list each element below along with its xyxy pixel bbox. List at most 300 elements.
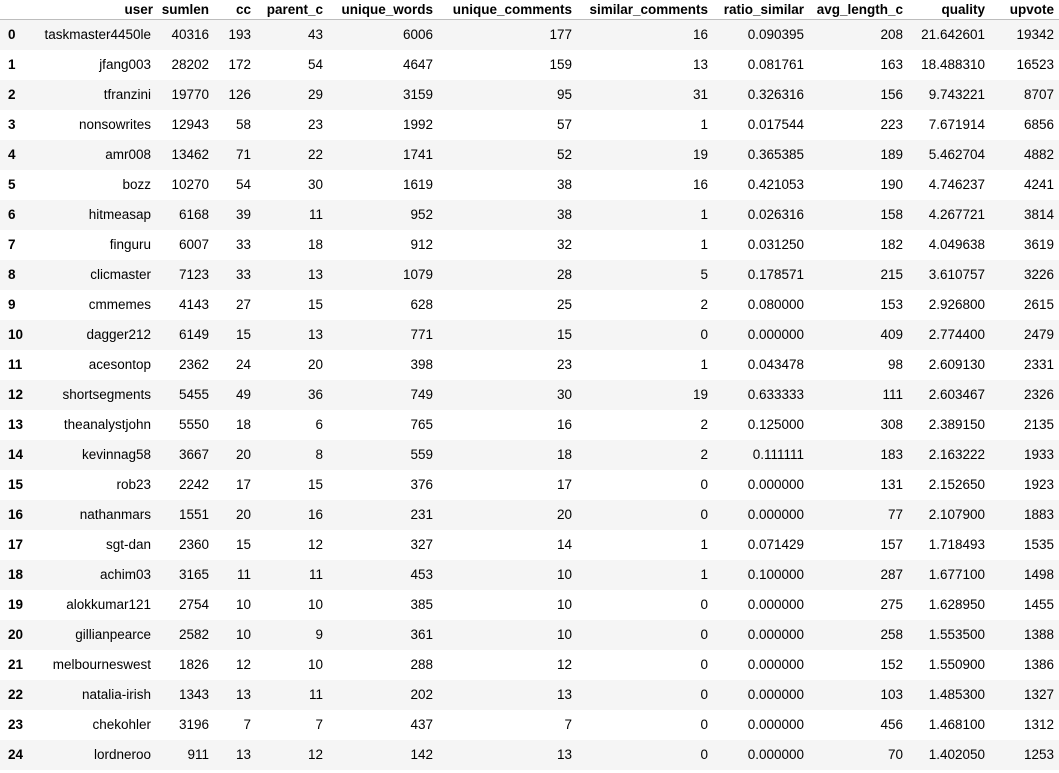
cell-quality: 4.746237 <box>928 177 985 192</box>
table-row <box>0 590 1059 620</box>
cell-sumlen: 4143 <box>178 297 209 312</box>
row-index: 22 <box>8 687 24 702</box>
row-index: 21 <box>8 657 24 672</box>
cell-parent-c: 15 <box>307 477 323 492</box>
cell-upvote: 19342 <box>1016 27 1054 43</box>
cell-user: alokkumar121 <box>66 597 151 612</box>
row-index: 23 <box>8 717 24 732</box>
cell-upvote: 1327 <box>1023 687 1054 702</box>
cell-cc: 10 <box>235 627 251 642</box>
column-header-unique-comments: unique_comments <box>438 0 577 20</box>
cell-cc: 193 <box>228 27 251 43</box>
cell-quality: 3.610757 <box>928 267 985 282</box>
cell-parent-c: 36 <box>307 387 323 402</box>
cell-unique-comments: 38 <box>556 207 572 222</box>
column-header-parent-c: parent_c <box>256 0 328 20</box>
cell-parent-c: 12 <box>307 747 323 762</box>
cell-unique-words: 453 <box>410 567 433 582</box>
cell-unique-comments: 7 <box>564 717 572 732</box>
table-row <box>0 530 1059 560</box>
cell-user: jfang003 <box>99 57 151 72</box>
cell-unique-comments: 17 <box>556 477 572 492</box>
cell-user: natalia-irish <box>81 687 151 702</box>
cell-avg-length-c: 208 <box>880 27 903 43</box>
cell-unique-words: 142 <box>410 747 433 762</box>
cell-cc: 20 <box>235 447 251 462</box>
cell-sumlen: 3165 <box>178 567 209 582</box>
cell-unique-comments: 23 <box>556 357 572 372</box>
cell-quality: 1.402050 <box>928 747 985 762</box>
cell-avg-length-c: 183 <box>880 447 903 462</box>
table-row <box>0 50 1059 80</box>
table-row <box>0 170 1059 200</box>
cell-user: cmmemes <box>88 297 151 312</box>
cell-avg-length-c: 153 <box>880 297 903 312</box>
cell-unique-words: 952 <box>410 207 433 222</box>
cell-avg-length-c: 190 <box>880 177 903 192</box>
cell-upvote: 8707 <box>1023 87 1054 102</box>
cell-ratio-similar: 0.080000 <box>747 297 804 312</box>
column-header-upvote: upvote <box>990 0 1059 20</box>
cell-parent-c: 20 <box>307 357 323 372</box>
cell-user: acesontop <box>88 357 151 372</box>
cell-ratio-similar: 0.081761 <box>747 57 804 72</box>
row-index: 13 <box>8 417 24 432</box>
cell-user: hitmeasap <box>88 207 151 222</box>
cell-avg-length-c: 98 <box>887 357 903 372</box>
cell-similar-comments: 1 <box>700 237 708 252</box>
cell-unique-comments: 10 <box>556 627 572 642</box>
table-row <box>0 200 1059 230</box>
table-row <box>0 410 1059 440</box>
cell-parent-c: 10 <box>307 597 323 612</box>
row-index: 2 <box>8 87 16 102</box>
cell-sumlen: 1826 <box>178 657 209 672</box>
cell-unique-words: 398 <box>410 357 433 372</box>
cell-ratio-similar: 0.000000 <box>747 627 804 642</box>
table-row <box>0 470 1059 500</box>
cell-user: achim03 <box>99 567 151 582</box>
cell-unique-words: 771 <box>410 327 433 342</box>
column-header-avg-length-c: avg_length_c <box>809 0 908 20</box>
table-row <box>0 740 1059 770</box>
table-row <box>0 680 1059 710</box>
cell-avg-length-c: 215 <box>880 267 903 282</box>
cell-ratio-similar: 0.125000 <box>747 417 804 432</box>
cell-unique-comments: 57 <box>556 117 572 132</box>
cell-quality: 7.671914 <box>928 117 985 132</box>
cell-unique-words: 1619 <box>402 177 433 192</box>
cell-parent-c: 16 <box>307 507 323 522</box>
cell-avg-length-c: 189 <box>880 147 903 162</box>
table-row <box>0 620 1059 650</box>
cell-avg-length-c: 103 <box>880 687 903 702</box>
cell-sumlen: 19770 <box>171 87 209 102</box>
cell-ratio-similar: 0.000000 <box>747 747 804 762</box>
cell-parent-c: 9 <box>315 627 323 642</box>
cell-similar-comments: 2 <box>700 417 708 432</box>
cell-similar-comments: 2 <box>700 297 708 312</box>
index-column-header <box>0 0 27 20</box>
cell-sumlen: 2360 <box>178 537 209 552</box>
table-row <box>0 80 1059 110</box>
cell-quality: 18.488310 <box>921 57 985 72</box>
row-index: 19 <box>8 597 24 612</box>
cell-user: amr008 <box>105 147 151 162</box>
cell-parent-c: 30 <box>307 177 323 192</box>
row-index: 17 <box>8 537 24 552</box>
table-row <box>0 350 1059 380</box>
table-header <box>0 0 1059 20</box>
cell-upvote: 16523 <box>1016 57 1054 72</box>
header-row <box>0 0 1059 20</box>
row-index: 1 <box>8 57 16 72</box>
table-row <box>0 110 1059 140</box>
column-header-unique-words: unique_words <box>328 0 438 20</box>
cell-upvote: 1883 <box>1023 507 1054 522</box>
cell-ratio-similar: 0.000000 <box>747 477 804 492</box>
column-header-quality: quality <box>908 0 990 20</box>
cell-ratio-similar: 0.043478 <box>747 357 804 372</box>
cell-unique-words: 3159 <box>402 87 433 102</box>
cell-sumlen: 12943 <box>171 117 209 132</box>
cell-sumlen: 911 <box>187 747 209 762</box>
cell-cc: 12 <box>235 657 251 672</box>
cell-user: finguru <box>109 237 151 252</box>
row-index: 11 <box>8 357 23 372</box>
cell-parent-c: 43 <box>307 27 323 43</box>
cell-avg-length-c: 157 <box>880 537 903 552</box>
cell-user: gillianpearce <box>75 627 151 642</box>
cell-ratio-similar: 0.178571 <box>747 267 804 282</box>
cell-quality: 4.049638 <box>928 237 985 252</box>
cell-user: clicmaster <box>90 267 151 282</box>
cell-parent-c: 13 <box>307 327 323 342</box>
cell-sumlen: 1551 <box>178 507 209 522</box>
cell-avg-length-c: 158 <box>880 207 903 222</box>
cell-quality: 1.485300 <box>928 687 985 702</box>
cell-ratio-similar: 0.100000 <box>747 567 804 582</box>
row-index: 18 <box>8 567 24 582</box>
cell-quality: 4.267721 <box>928 207 985 222</box>
cell-cc: 13 <box>235 687 251 702</box>
cell-avg-length-c: 163 <box>880 57 903 72</box>
cell-cc: 11 <box>236 567 251 582</box>
cell-cc: 17 <box>235 477 251 492</box>
cell-quality: 1.677100 <box>928 567 985 582</box>
cell-unique-comments: 177 <box>549 27 572 43</box>
cell-avg-length-c: 409 <box>880 327 903 342</box>
cell-unique-words: 1079 <box>402 267 433 282</box>
table-row <box>0 500 1059 530</box>
cell-quality: 9.743221 <box>928 87 985 102</box>
cell-parent-c: 8 <box>315 447 323 462</box>
cell-user: tfranzini <box>103 87 151 102</box>
cell-quality: 2.609130 <box>928 357 985 372</box>
row-index: 24 <box>8 747 24 762</box>
cell-similar-comments: 5 <box>700 267 708 282</box>
cell-ratio-similar: 0.031250 <box>747 237 804 252</box>
cell-unique-comments: 159 <box>549 57 572 72</box>
cell-unique-comments: 16 <box>556 417 572 432</box>
row-index: 4 <box>8 147 16 162</box>
cell-parent-c: 29 <box>307 87 323 102</box>
cell-unique-comments: 10 <box>556 597 572 612</box>
cell-quality: 1.550900 <box>928 657 985 672</box>
cell-quality: 21.642601 <box>921 27 985 43</box>
cell-quality: 2.163222 <box>928 447 985 462</box>
cell-unique-words: 202 <box>410 687 433 702</box>
cell-parent-c: 22 <box>307 147 323 162</box>
cell-quality: 1.468100 <box>928 717 985 732</box>
table-row <box>0 20 1059 50</box>
cell-upvote: 3814 <box>1023 207 1054 222</box>
cell-avg-length-c: 456 <box>880 717 903 732</box>
table-row <box>0 290 1059 320</box>
cell-quality: 1.718493 <box>928 537 985 552</box>
column-header-sumlen: sumlen <box>158 0 214 20</box>
cell-user: lordneroo <box>93 747 151 762</box>
cell-upvote: 1253 <box>1023 747 1054 762</box>
cell-parent-c: 11 <box>308 567 323 582</box>
cell-unique-comments: 18 <box>556 447 572 462</box>
cell-similar-comments: 0 <box>700 597 708 612</box>
cell-ratio-similar: 0.326316 <box>747 87 804 102</box>
cell-sumlen: 6007 <box>178 237 209 252</box>
cell-similar-comments: 1 <box>700 207 708 222</box>
row-index: 6 <box>8 207 16 222</box>
cell-similar-comments: 1 <box>700 567 708 582</box>
cell-similar-comments: 0 <box>700 717 708 732</box>
cell-avg-length-c: 223 <box>880 117 903 132</box>
cell-cc: 71 <box>235 147 251 162</box>
cell-upvote: 2331 <box>1023 357 1054 372</box>
cell-similar-comments: 0 <box>700 477 708 492</box>
cell-unique-words: 231 <box>410 507 433 522</box>
cell-sumlen: 6168 <box>178 207 209 222</box>
cell-similar-comments: 16 <box>692 177 708 192</box>
cell-user: melbourneswest <box>52 657 151 672</box>
cell-similar-comments: 0 <box>700 657 708 672</box>
cell-similar-comments: 1 <box>700 117 708 132</box>
cell-sumlen: 2754 <box>178 597 209 612</box>
cell-similar-comments: 0 <box>700 327 708 342</box>
cell-user: sgt-dan <box>105 537 151 552</box>
row-index: 9 <box>8 297 16 312</box>
cell-user: nathanmars <box>79 507 151 522</box>
cell-sumlen: 6149 <box>178 327 209 342</box>
cell-upvote: 1923 <box>1023 477 1054 492</box>
cell-upvote: 4241 <box>1023 177 1054 192</box>
cell-unique-words: 327 <box>410 537 433 552</box>
cell-avg-length-c: 131 <box>880 477 903 492</box>
cell-unique-words: 361 <box>410 627 433 642</box>
cell-ratio-similar: 0.000000 <box>747 717 804 732</box>
cell-parent-c: 10 <box>307 657 323 672</box>
cell-cc: 20 <box>235 507 251 522</box>
cell-parent-c: 54 <box>307 57 323 72</box>
cell-sumlen: 13462 <box>171 147 209 162</box>
cell-parent-c: 23 <box>307 117 323 132</box>
cell-cc: 49 <box>235 387 251 402</box>
cell-upvote: 1498 <box>1023 567 1054 582</box>
cell-parent-c: 15 <box>307 297 323 312</box>
cell-avg-length-c: 70 <box>887 747 903 762</box>
cell-unique-words: 912 <box>410 237 433 252</box>
cell-upvote: 2615 <box>1023 297 1054 312</box>
cell-cc: 172 <box>228 57 251 72</box>
cell-similar-comments: 16 <box>692 27 708 43</box>
cell-ratio-similar: 0.090395 <box>747 27 804 43</box>
cell-user: chekohler <box>92 717 151 732</box>
cell-cc: 7 <box>243 717 251 732</box>
cell-quality: 2.926800 <box>928 297 985 312</box>
cell-quality: 2.389150 <box>928 417 985 432</box>
cell-upvote: 2479 <box>1023 327 1054 342</box>
cell-unique-words: 628 <box>410 297 433 312</box>
cell-similar-comments: 2 <box>700 447 708 462</box>
cell-sumlen: 3196 <box>178 717 209 732</box>
cell-unique-words: 288 <box>410 657 433 672</box>
cell-parent-c: 11 <box>308 207 323 222</box>
cell-avg-length-c: 152 <box>880 657 903 672</box>
cell-upvote: 1312 <box>1023 717 1054 732</box>
cell-unique-words: 437 <box>410 717 433 732</box>
column-header-ratio-similar: ratio_similar <box>713 0 809 20</box>
cell-unique-words: 1992 <box>402 117 433 132</box>
cell-unique-comments: 13 <box>556 747 572 762</box>
row-index: 14 <box>8 447 24 462</box>
table-row <box>0 230 1059 260</box>
cell-avg-length-c: 77 <box>887 507 903 522</box>
cell-ratio-similar: 0.026316 <box>747 207 804 222</box>
cell-upvote: 2135 <box>1023 417 1054 432</box>
row-index: 3 <box>8 117 16 132</box>
cell-ratio-similar: 0.000000 <box>747 687 804 702</box>
cell-ratio-similar: 0.633333 <box>747 387 804 402</box>
cell-user: rob23 <box>116 477 151 492</box>
cell-upvote: 2326 <box>1023 387 1054 402</box>
row-index: 8 <box>8 267 16 282</box>
cell-cc: 27 <box>235 297 251 312</box>
cell-cc: 33 <box>235 237 251 252</box>
cell-user: theanalystjohn <box>63 417 151 432</box>
cell-cc: 10 <box>235 597 251 612</box>
cell-avg-length-c: 156 <box>880 87 903 102</box>
cell-cc: 58 <box>235 117 251 132</box>
cell-unique-comments: 15 <box>556 327 572 342</box>
cell-cc: 39 <box>235 207 251 222</box>
cell-ratio-similar: 0.000000 <box>747 507 804 522</box>
cell-parent-c: 13 <box>307 267 323 282</box>
cell-quality: 2.774400 <box>928 327 985 342</box>
cell-unique-comments: 12 <box>556 657 572 672</box>
cell-unique-comments: 52 <box>556 147 572 162</box>
cell-unique-comments: 14 <box>556 537 572 552</box>
cell-avg-length-c: 258 <box>880 627 903 642</box>
cell-avg-length-c: 287 <box>880 567 903 582</box>
column-header-cc: cc <box>214 0 256 20</box>
cell-unique-comments: 10 <box>556 567 572 582</box>
cell-upvote: 4882 <box>1023 147 1054 162</box>
cell-parent-c: 11 <box>308 687 323 702</box>
cell-similar-comments: 1 <box>700 357 708 372</box>
cell-unique-comments: 25 <box>556 297 572 312</box>
cell-unique-comments: 38 <box>556 177 572 192</box>
cell-unique-comments: 30 <box>556 387 572 402</box>
cell-unique-comments: 32 <box>556 237 572 252</box>
cell-unique-words: 376 <box>410 477 433 492</box>
cell-sumlen: 2582 <box>178 627 209 642</box>
table-row <box>0 320 1059 350</box>
cell-unique-words: 6006 <box>402 27 433 43</box>
cell-sumlen: 2242 <box>178 477 209 492</box>
cell-sumlen: 2362 <box>178 357 209 372</box>
table-row <box>0 710 1059 740</box>
cell-user: taskmaster4450le <box>44 27 151 43</box>
cell-cc: 15 <box>235 537 251 552</box>
cell-upvote: 3619 <box>1023 237 1054 252</box>
cell-parent-c: 18 <box>307 237 323 252</box>
cell-upvote: 1455 <box>1023 597 1054 612</box>
table-row <box>0 140 1059 170</box>
row-index: 7 <box>8 237 16 252</box>
cell-ratio-similar: 0.071429 <box>747 537 804 552</box>
cell-quality: 1.553500 <box>928 627 985 642</box>
cell-unique-words: 765 <box>410 417 433 432</box>
cell-ratio-similar: 0.017544 <box>747 117 804 132</box>
cell-ratio-similar: 0.111111 <box>752 447 804 462</box>
column-header-user: user <box>27 0 158 20</box>
cell-user: nonsowrites <box>78 117 151 132</box>
cell-sumlen: 40316 <box>171 27 209 43</box>
cell-ratio-similar: 0.421053 <box>747 177 804 192</box>
cell-quality: 1.628950 <box>928 597 985 612</box>
cell-parent-c: 12 <box>307 537 323 552</box>
row-index: 10 <box>8 327 24 342</box>
cell-similar-comments: 0 <box>700 747 708 762</box>
row-index: 12 <box>8 387 24 402</box>
cell-sumlen: 3667 <box>178 447 209 462</box>
cell-sumlen: 5550 <box>178 417 209 432</box>
cell-upvote: 6856 <box>1023 117 1054 132</box>
cell-sumlen: 7123 <box>178 267 209 282</box>
cell-cc: 13 <box>235 747 251 762</box>
row-index: 20 <box>8 627 24 642</box>
cell-unique-comments: 13 <box>556 687 572 702</box>
cell-unique-words: 1741 <box>402 147 433 162</box>
cell-similar-comments: 0 <box>700 687 708 702</box>
cell-avg-length-c: 275 <box>880 597 903 612</box>
cell-quality: 2.603467 <box>928 387 985 402</box>
cell-sumlen: 5455 <box>178 387 209 402</box>
cell-ratio-similar: 0.000000 <box>747 657 804 672</box>
cell-avg-length-c: 182 <box>880 237 903 252</box>
cell-parent-c: 6 <box>315 417 323 432</box>
table-row <box>0 260 1059 290</box>
cell-cc: 15 <box>235 327 251 342</box>
table-row <box>0 440 1059 470</box>
cell-avg-length-c: 308 <box>880 417 903 432</box>
cell-similar-comments: 31 <box>692 87 708 102</box>
cell-unique-words: 749 <box>410 387 433 402</box>
cell-ratio-similar: 0.365385 <box>747 147 804 162</box>
cell-unique-comments: 95 <box>556 87 572 102</box>
cell-similar-comments: 19 <box>692 387 708 402</box>
cell-similar-comments: 1 <box>700 537 708 552</box>
cell-sumlen: 10270 <box>171 177 209 192</box>
cell-user: kevinnag58 <box>81 447 151 462</box>
